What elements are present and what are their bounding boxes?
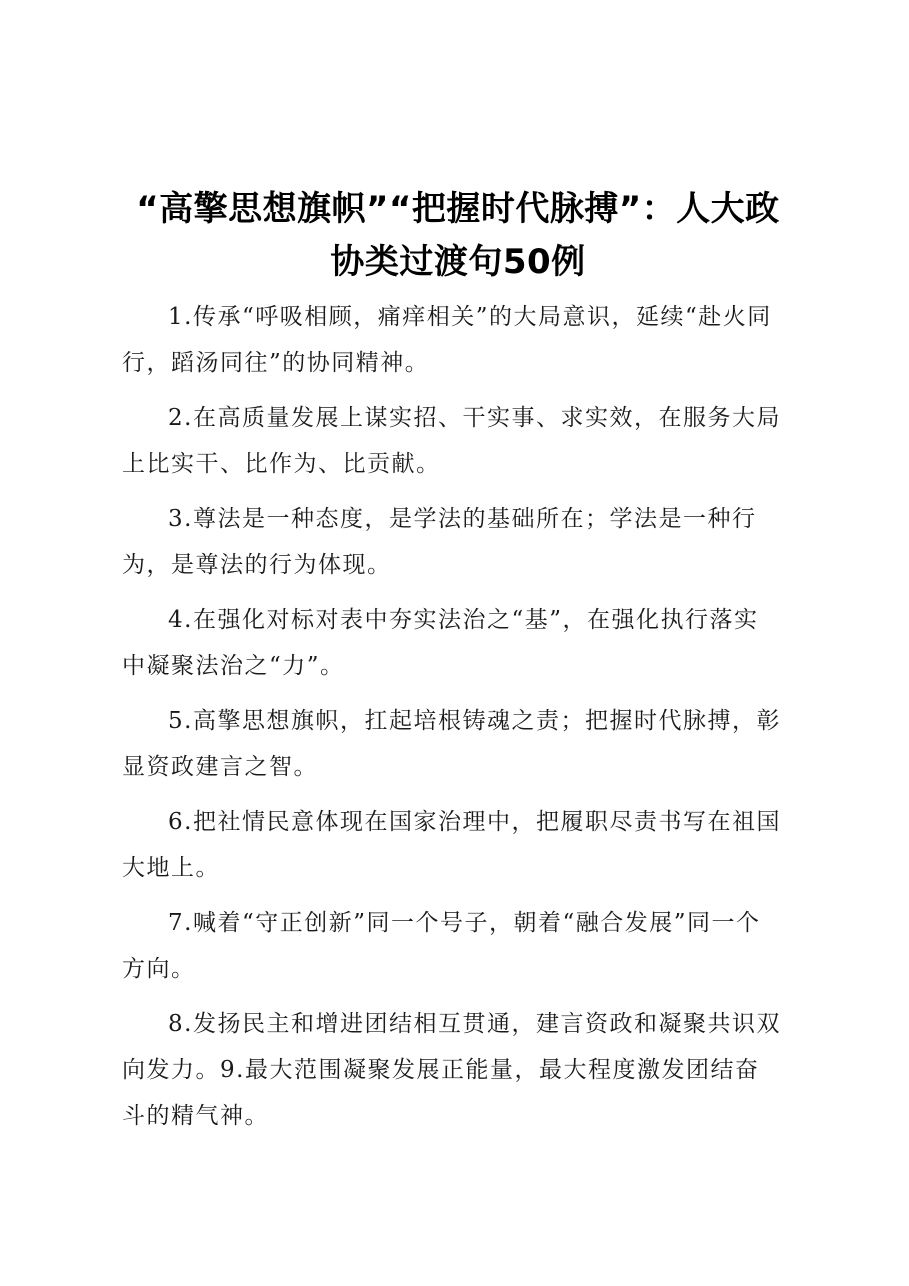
title-line-2: 协类过渡句50例	[330, 241, 586, 282]
paragraph-2: 2.在高质量发展上谋实招、干实事、求实效，在服务大局上比实干、比作为、比贡献。	[122, 405, 781, 477]
document-body	[122, 294, 782, 1148]
paragraph-1: 1.传承“呼吸相顾，痛痒相关”的大局意识，延续“赴火同行，蹈汤同往”的协同精神。	[122, 304, 772, 376]
title-line-1: “高擎思想旗帜”“把握时代脉搏”：人大政	[136, 188, 780, 229]
paragraph-5: 5.高擎思想旗帜，扛起培根铸魂之责；把握时代脉搏，彰显资政建言之智。	[122, 708, 781, 780]
paragraph-6: 6.把社情民意体现在国家治理中，把履职尽责书写在祖国大地上。	[122, 809, 781, 881]
paragraph-8: 8.发扬民主和增进团结相互贯通，建言资政和凝聚共识双向发力。9.最大范围凝聚发展正能量，最大程度激发团结奋斗的精气神。	[122, 1011, 781, 1129]
paragraph-3: 3.尊法是一种态度，是学法的基础所在；学法是一种行为，是尊法的行为体现。	[122, 506, 757, 578]
paragraph-4: 4.在强化对标对表中夯实法治之“基”，在强化执行落实中凝聚法治之“力”。	[122, 607, 759, 679]
page-title	[118, 183, 798, 289]
paragraph-7: 7.喊着“守正创新”同一个号子，朝着“融合发展”同一个方向。	[122, 910, 761, 982]
